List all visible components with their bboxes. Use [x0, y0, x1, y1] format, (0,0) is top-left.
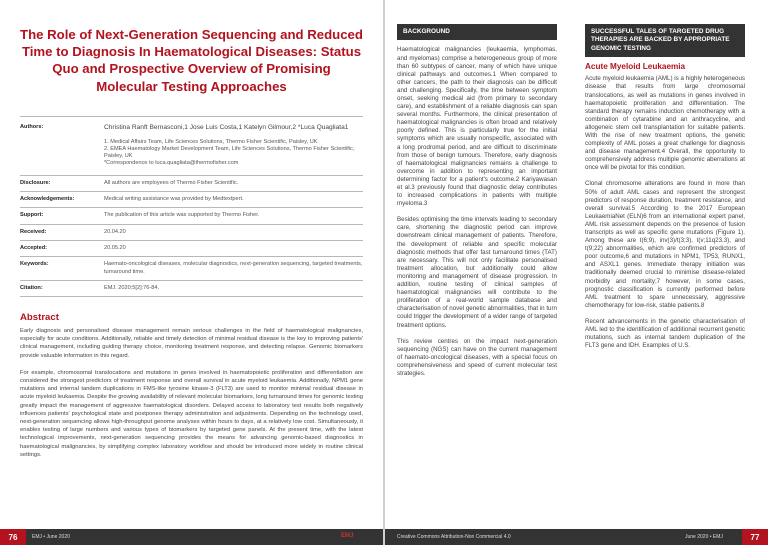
aml-paragraph-2: Clonal chromosome alterations are found in more than 50% of adult AML cases and represent the strongest predictors of response duration, treatment resistance, and overall survival.5 According to the 2017 European LeukaemiaNet (ELN)6 from an international expert panel, AML risk assessment depends on the presence of fusion transcripts as well as specific gene mutations (Figure 1). Among these are t(6;9), inv(3)/t(3;3), t(v;11q23.3), and t(9;22) abnormalities, which are confirmed predictors of poor outcome,6 and mutations in NPM1, TP53, RUNX1, and ASXL1 genes. Immediate therapy initiation was traditionally deemed crucial to minimise disease-related morbidity and mortality;7 however, in some cases, prognostic classification is currently performed before AML treatment to spare unnecessary, aggressive chemotherapy for low-risk, stable patients.8: [585, 180, 745, 309]
background-paragraph-2: Besides optimising the time intervals leading to secondary care, shortening the diagnostic period can improve downstream clinical management of patients. Therefore, the development of reliable and specific molecular diagnostic methods that offer fast turnaround times (TAT) are necessary. This will not only facilitate personalised treatment allocation, but additionally could allow monitoring and management of disease progression. In addition, routine testing of clinical samples of haematological malignancies will contribute to the proliferation of a real-world sample database and characterisation of novel genetic abnormalities, that in turn could trigger the development of a wider range of targeted treatment options.: [397, 216, 557, 329]
support-label: Support:: [20, 212, 44, 219]
successful-tales-heading: SUCCESSFUL TALES OF TARGETED DRUG THERAPIES ARE BACKED BY APPROPRIATE GENOMIC TESTING: [585, 24, 745, 57]
keywords-label: Keywords:: [20, 261, 49, 268]
keywords-value: Haemato-oncological diseases, molecular diagnostics, next-generation sequencing, targeted treatments, turnaround time.: [104, 261, 363, 275]
aml-paragraph-1: Acute myeloid leukaemia (AML) is a highly heterogeneous disease that results from large chromosomal translocations, as well as mutations in genes involved in haematopoietic proliferation and differentiation. The standard therapy remains induction chemotherapy with a combination of cytarabine and an anthracycline, and allogeneic stem cell transplantation for suitable patients. With the rise of new treatment options, the genetic complexity of AML poses a great challenge for diagnosis and disease management.4 Overall, the opportunity to comprehensively address multiple genomic aberrations at once will be pivotal for this condition.: [585, 75, 745, 172]
right-footer-journal: June 2020 • EMJ: [685, 534, 723, 540]
affiliation-1: 1. Medical Affairs Team, Life Sciences Solutions, Thermo Fisher Scientific, Paisley, UK: [104, 138, 318, 145]
background-heading: BACKGROUND: [397, 24, 557, 40]
accepted-row: [20, 241, 363, 257]
right-column-1: [397, 24, 557, 386]
citation-row: [20, 281, 363, 297]
received-label: Received:: [20, 228, 47, 235]
author-list: Christina Ranft Bernasconi,1 Jose Luis Costa,1 Katelyn Gilmour,2 *Luca Quagliata1: [104, 124, 349, 131]
disclosure-row: [20, 176, 363, 192]
emj-logo: EMJ: [341, 533, 354, 539]
aml-subheading: Acute Myeloid Leukaemia: [585, 62, 686, 72]
citation-value: EMJ. 2020;5[2]:76-84.: [104, 284, 160, 291]
right-page: [385, 0, 768, 545]
left-page: [0, 0, 383, 545]
abstract-paragraph-2: For example, chromosomal translocations and mutations in genes involved in haematopoietic proliferation and differentiation are considered the strongest predictors of treatment response and overall survival in acute myeloid leukaemia. Additionally, NPM1 gene mutations and internal tandem duplications in FMS-like tyrosine kinase-3 (FLT3) are used to monitor minimal residual disease in acute myeloid leukaemia. Despite the growing availability of relevant molecular biomarkers, long turnaround times for genomic testing greatly impact the management of aggressive haematological disorders. Delayed access to laboratory test results both negatively influences patients' psychological state and postpones therapy administration and adjustments. Depending on the technology used, next-generation sequencing allows high-throughput genome analyses within hours to days, at a relatively low cost. Simultaneously, it enables testing of large numbers and various types of biomarkers by targeted gene panels. At the present time, with the latest technological improvements, next-generation sequencing provides the means for advancing genomic-based diagnostics in haematological malignancies, by simplifying complex laboratory workflow and should be introduced more widely in routine clinical settings.: [20, 369, 363, 458]
authors-label: Authors:: [20, 124, 44, 130]
right-footer: [385, 529, 768, 545]
abstract-heading: Abstract: [20, 312, 59, 323]
left-footer-journal: EMJ • June 2020: [32, 534, 70, 540]
accepted-label: Accepted:: [20, 244, 48, 251]
license-text: Creative Commons Attribution-Non Commercial 4.0: [397, 534, 511, 540]
received-value: 20.04.20: [104, 228, 126, 235]
abstract-paragraph-1: Early diagnosis and personalised disease management remain serious challenges in the field of haematological malignancies, especially for acute conditions. Additionally, reliable and timely detection of minimal residual disease is the key to improving patients' clinical management, including guiding therapy choice, monitoring treatment response, and detecting relapse. Genomic biomarkers provide valuable information in this regard.: [20, 328, 363, 359]
acknowledgements-value: Medical writing assistance was provided by Medtextpert.: [104, 196, 244, 203]
support-value: The publication of this article was supported by Thermo Fisher.: [104, 212, 260, 219]
authors-value: [104, 124, 363, 168]
right-column-2: [585, 24, 745, 358]
accepted-value: 20.05.20: [104, 244, 126, 251]
citation-label: Citation:: [20, 284, 43, 291]
disclosure-value: All authors are employees of Thermo Fisher Scientific.: [104, 179, 239, 186]
abstract-body: [20, 327, 363, 468]
acknowledgements-label: Acknowledgements:: [20, 196, 75, 203]
article-title: The Role of Next-Generation Sequencing and Reduced Time to Diagnosis In Haematological Diseases: Status Quo and Prospective Overview of Promising Molecular Testing Approaches: [20, 27, 363, 94]
authors-row: [20, 116, 363, 176]
article-metadata: [20, 116, 363, 297]
aml-paragraph-3: Recent advancements in the genetic characterisation of AML led to the identification of additional recurrent genetic mutations, such as internal tandem duplication of the FLT3 gene and IDH. Examples of U.S.: [585, 317, 745, 350]
acknowledgements-row: [20, 192, 363, 208]
affiliation-2: 2. EMEA Haematology Market Development Team, Life Sciences Solutions, Thermo Fisher Scientific, Paisley, UK: [104, 145, 355, 160]
disclosure-label: Disclosure:: [20, 179, 51, 186]
right-page-number: 77: [742, 529, 768, 545]
background-paragraph-1: Haematological malignancies (leukaemia, lymphomas, and myelomas) comprise a heterogeneous group of more than 60 subtypes of cancer, many of which have unique clinical pathways and outcomes.1 When compared to other cancers, the path to their diagnosis can be difficult and challenging. Specifically, the time between symptom onset, seeking medical aid (from primary to secondary care), and establishment of a reliable diagnosis can span several months. Furthermore, the clinical presentation of haematological malignancies is often broad and relatively poorly defined. This is particularly true for the initial symptoms which are usually nonspecific, associated with a long prodromal period, and are difficult to discriminate from those of benign tumours. Therefore, early diagnosis of haematological malignancies remains a challenge to overcome in addition to representing an important determining factor for a patient's outcome.2 Kariyawasan et al.3 previously found that diagnostic delay contributes to increased complications in patients with multiple myeloma.3: [397, 46, 557, 208]
left-page-number: 76: [0, 529, 26, 545]
background-paragraph-3: This review centres on the impact next-generation sequencing (NGS) can have on the current management of haemato-oncological diseases, with a special focus on comprehensiveness and speed of current molecular test strategies.: [397, 337, 557, 377]
left-footer: [0, 529, 383, 545]
support-row: [20, 208, 363, 224]
keywords-row: [20, 257, 363, 281]
correspondence: *Correspondence to luca.quagliata@thermofisher.com: [104, 160, 239, 167]
received-row: [20, 225, 363, 241]
